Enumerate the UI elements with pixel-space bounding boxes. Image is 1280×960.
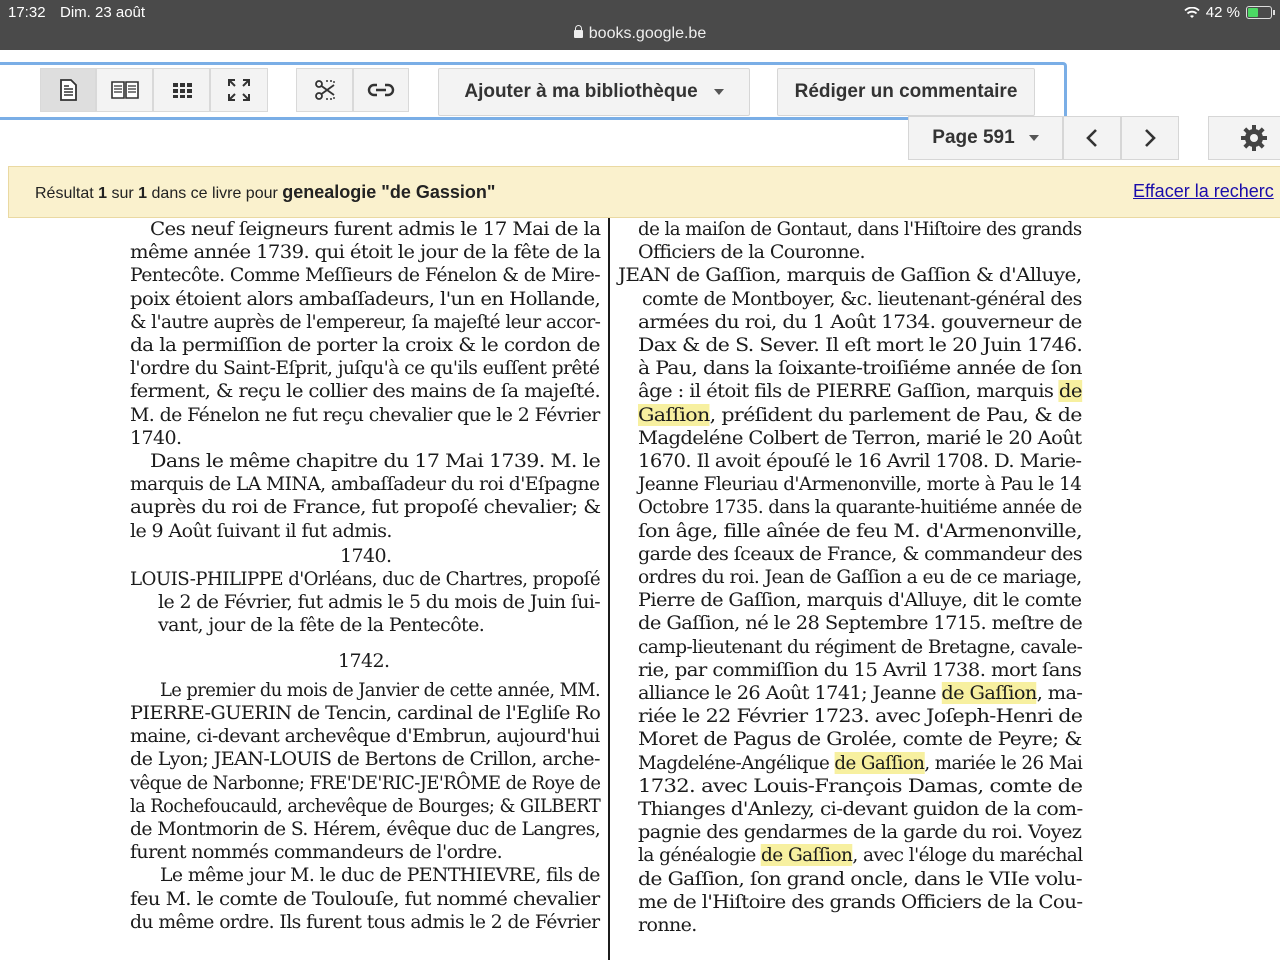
text-line [638, 728, 1082, 750]
search-highlight: Gaſſion [638, 403, 710, 426]
text-line [130, 288, 600, 310]
text-run: de Gaſſion, né le 28 Septembre 1715. meſtre de [638, 612, 1083, 635]
text-run: PIERRE-GUERIN de Tencin, cardinal de l'Egliſe Ro [130, 702, 601, 724]
previous-page-button[interactable] [1063, 116, 1121, 160]
text-run: , ma- [1036, 682, 1083, 704]
text-line [130, 334, 600, 356]
text-run: vêque de Narbonne; FRE'DE'RIC-JE'RÔME de Roye de [130, 771, 601, 794]
text-line [338, 650, 389, 672]
text-run: du même ordre. Ils furent tous admis le 2 de Février [130, 910, 600, 933]
url-text: books.google.be [588, 25, 707, 42]
text-line [638, 775, 1082, 797]
text-run: la généalogie [638, 844, 762, 867]
text-line [638, 450, 1081, 472]
text-line [130, 702, 600, 724]
text-line [130, 473, 599, 495]
add-to-library-label: Ajouter à ma bibliothèque [464, 81, 698, 102]
text-run: , avec l'éloge du maréchal [852, 844, 1083, 867]
two-page-view-button[interactable] [96, 68, 153, 112]
text-line [130, 427, 181, 449]
text-run: , mariée le 26 Mai [924, 751, 1083, 774]
text-run: de Gaſſion, ſon grand oncle, dans le VIIe volu- [638, 867, 1082, 890]
text-run: & l'autre auprès de l'empereur, ſa majeſté leur accor- [130, 310, 601, 333]
text-run: 1740. [130, 426, 182, 449]
text-run: Pierre de Gaſſion, marquis d'Alluye, dit le comte [638, 589, 1082, 612]
chevron-down-icon [714, 89, 724, 95]
text-line [130, 520, 392, 542]
battery-icon [1246, 6, 1272, 19]
text-run: la Rochefoucauld, archevêque de Bourges; & GILBERT [130, 794, 601, 817]
text-run: même année 1739. qui étoit le jour de la fête de la [130, 241, 601, 264]
search-highlight: de [1058, 380, 1082, 403]
text-run: 1742. [338, 649, 390, 672]
add-to-library-button[interactable] [438, 68, 750, 116]
text-run: furent nommés commandeurs de l'ordre. [130, 841, 503, 864]
text-run: 1732. avec Louis-François Damas, comte de [638, 774, 1083, 797]
text-line [638, 473, 1081, 495]
result-mid: sur [107, 185, 139, 202]
clip-button[interactable] [296, 68, 353, 112]
wifi-icon [1184, 7, 1200, 19]
text-run: alliance le 26 Août 1741; Jeanne [638, 682, 942, 704]
text-line [638, 241, 865, 263]
result-prefix: Résultat [35, 185, 99, 202]
write-review-label: Rédiger un commentaire [794, 81, 1018, 102]
scissors-icon [312, 77, 338, 103]
text-run: Jeanne Fleuriau d'Armenonville, morte à Pau le 14 [638, 473, 1082, 496]
single-page-view-button[interactable] [40, 68, 96, 112]
search-result-banner [8, 166, 1280, 218]
text-line [638, 334, 1082, 356]
text-run: JEAN de Gaſſion, marquis de Gaſſion & d'Alluye, [618, 264, 1082, 287]
thumbnail-view-button[interactable] [153, 68, 210, 112]
text-run: à Pau, dans la ſoixante-troiſiéme année de ſon [638, 357, 1082, 380]
result-suffix: dans ce livre pour [147, 185, 283, 202]
text-line [638, 868, 1082, 890]
text-run: Le premier du mois de Janvier de cette année, MM. [160, 678, 601, 701]
text-run: me de l'Hiſtoire des grands Officiers de la Cou- [638, 890, 1083, 913]
text-line [130, 241, 600, 263]
text-line [638, 752, 1082, 774]
text-line [638, 589, 1081, 611]
result-summary [35, 182, 495, 203]
clock: 17:32 [8, 4, 46, 21]
text-line [130, 357, 599, 379]
expand-icon [226, 77, 252, 103]
text-run: da la permiſſion de porter la croix & le cordon de [130, 334, 600, 356]
search-highlight: de Gaſſion [941, 682, 1037, 704]
text-line [130, 568, 600, 590]
text-line [130, 264, 600, 286]
text-line [638, 682, 1082, 704]
text-line [130, 311, 600, 333]
text-run: Dans le même chapitre du 17 Mai 1739. M. le [150, 450, 601, 472]
text-line [130, 772, 600, 794]
text-run: le 2 de Février, fut admis le 5 du mois de Juin ſui- [158, 591, 601, 614]
date: Dim. 23 août [60, 4, 146, 21]
text-line [638, 496, 1082, 518]
text-run: feu M. le comte de Toulouſe, fut nommé chevalier [130, 887, 600, 910]
text-run: de Lyon; JEAN-LOUIS de Bertons de Crillon, arche- [130, 748, 600, 771]
column-divider [608, 218, 610, 960]
text-run: garde des ſceaux de France, & commandeur des [638, 542, 1083, 565]
text-line [638, 404, 1082, 426]
text-run: Moret de Pagus de Grolée, comte de Peyre; & [638, 728, 1082, 751]
text-line [340, 545, 391, 567]
text-run: maine, ci-devant archevêque d'Embrun, aujourd'hui [130, 725, 600, 748]
text-line [638, 705, 1082, 727]
text-run: auprès du roi de France, fut propoſé chevalier; & [130, 496, 601, 519]
text-line [638, 659, 1081, 681]
next-page-button[interactable] [1121, 116, 1179, 160]
text-line [638, 427, 1082, 449]
grid-icon [169, 77, 195, 103]
text-run: riée le 22 Février 1723. avec Joſeph-Henri de [638, 705, 1083, 728]
text-line [130, 380, 600, 402]
text-line [638, 821, 1081, 843]
text-line [638, 311, 1082, 333]
status-indicators [1184, 4, 1272, 21]
text-line [130, 795, 600, 817]
text-run: poix étoient alors ambaſſadeurs, l'un en Hollande, [130, 287, 601, 310]
result-number: 1 [98, 185, 108, 202]
text-run: armées du roi, du 1 Août 1734. gouverneur de [638, 310, 1082, 333]
text-line [638, 566, 1082, 588]
text-run: Thianges d'Anlezy, ci-devant guidon de la com- [638, 798, 1083, 820]
text-line [130, 748, 600, 770]
text-line [638, 612, 1082, 634]
text-run: 1670. Il avoit épouſé le 16 Avril 1708. D. Marie- [638, 450, 1082, 472]
text-line [638, 798, 1083, 820]
address-bar[interactable] [0, 25, 1280, 43]
text-line [150, 450, 600, 472]
text-run: ſon âge, fille aînée de feu M. d'Armenonville, [638, 519, 1082, 542]
text-line [130, 818, 600, 840]
text-line [638, 543, 1082, 565]
text-run: Dax & de S. Sever. Il eſt mort le 20 Juin 1746. [638, 334, 1083, 356]
chevron-left-icon [1084, 127, 1100, 149]
text-run: comte de Montboyer, &c. lieutenant-général des [642, 287, 1082, 310]
text-line [130, 496, 600, 518]
text-line [130, 725, 600, 747]
text-run: rie, par commiſſion du 15 Avril 1738. mort ſans [638, 658, 1082, 681]
text-line [638, 844, 1083, 866]
text-run: Magdeléne-Angélique [638, 751, 835, 774]
text-run: ronne. [638, 914, 697, 936]
page-label: Page 591 [932, 127, 1015, 148]
text-run: 1740. [340, 544, 392, 567]
text-run: marquis de LA MINA, ambaſſadeur du roi d'Eſpagne [130, 473, 600, 496]
search-query: genealogie "de Gassion" [282, 182, 496, 202]
text-line [150, 218, 600, 240]
text-line [638, 914, 697, 936]
text-line [160, 864, 600, 886]
page-selector[interactable] [908, 116, 1063, 160]
battery-percent: 42 % [1205, 4, 1240, 21]
text-run: l'ordre du Saint-Eſprit, juſqu'à ce qu'ils euſſent prêté [130, 357, 600, 380]
text-line [158, 591, 600, 613]
text-run: Magdeléne Colbert de Terron, marié le 20 Août [638, 426, 1082, 449]
write-review-button[interactable] [777, 68, 1035, 116]
result-total: 1 [138, 185, 148, 202]
settings-button[interactable] [1208, 116, 1280, 160]
text-run: ferment, & reçu le collier des mains de ſa majeſté. [130, 380, 601, 403]
text-run: de la maiſon de Gontaut, dans l'Hiſtoire des grands [638, 218, 1082, 240]
link-button[interactable] [353, 68, 409, 112]
text-line [638, 357, 1082, 379]
gear-icon [1239, 123, 1269, 153]
text-run: vant, jour de la fête de la Pentecôte. [158, 614, 485, 637]
text-run: ordres du roi. Jean de Gaſſion a eu de ce mariage, [638, 566, 1082, 588]
fullscreen-button[interactable] [210, 68, 268, 112]
text-line [638, 218, 1082, 240]
text-run: de Montmorin de S. Hérem, évêque duc de Langres, [130, 818, 601, 840]
chevron-right-icon [1142, 127, 1158, 149]
link-icon [366, 77, 396, 103]
text-run: camp-lieutenant du régiment de Bretagne, cavale- [638, 635, 1083, 658]
lock-icon [574, 30, 583, 38]
text-line [638, 520, 1082, 542]
text-line [160, 679, 600, 701]
search-highlight: de Gaſſion [834, 751, 925, 774]
document-icon [55, 77, 81, 103]
text-run: le 9 Août ſuivant il fut admis. [130, 519, 392, 542]
text-line [130, 911, 600, 933]
clear-search-link[interactable]: Effacer la recherc [1133, 181, 1274, 201]
search-highlight: de Gaſſion [761, 844, 853, 867]
text-line [638, 636, 1082, 658]
text-line [130, 404, 600, 426]
open-book-icon [110, 77, 140, 103]
text-line [130, 888, 600, 910]
text-line [638, 891, 1082, 913]
text-run: Pentecôte. Comme Meſſieurs de Fénelon & de Mire- [130, 264, 601, 287]
text-run: pagnie des gendarmes de la garde du roi. Voyez [638, 821, 1082, 844]
ios-status-bar [0, 0, 1280, 50]
text-run: Officiers de la Couronne. [638, 241, 865, 264]
text-run: âge : il étoit fils de PIERRE Gaſſion, marquis [638, 380, 1059, 403]
text-run: LOUIS-PHILIPPE d'Orléans, duc de Chartres, propoſé [130, 568, 601, 590]
text-run: M. de Fénelon ne fut reçu chevalier que le 2 Février [130, 403, 600, 426]
text-line [618, 264, 1081, 286]
text-line [638, 380, 1082, 402]
text-run: Le même jour M. le duc de PENTHIEVRE, fils de [160, 864, 600, 887]
text-run: , préſident du parlement de Pau, & de [709, 403, 1082, 426]
book-page-scan [0, 218, 1280, 960]
text-run: Ces neuf ſeigneurs furent admis le 17 Mai de la [150, 218, 601, 240]
text-line [158, 614, 484, 636]
chevron-down-icon [1029, 135, 1039, 141]
text-run: Octobre 1735. dans la quarante-huitiéme année de [638, 496, 1082, 519]
text-line [130, 841, 502, 863]
text-line [642, 288, 1082, 310]
